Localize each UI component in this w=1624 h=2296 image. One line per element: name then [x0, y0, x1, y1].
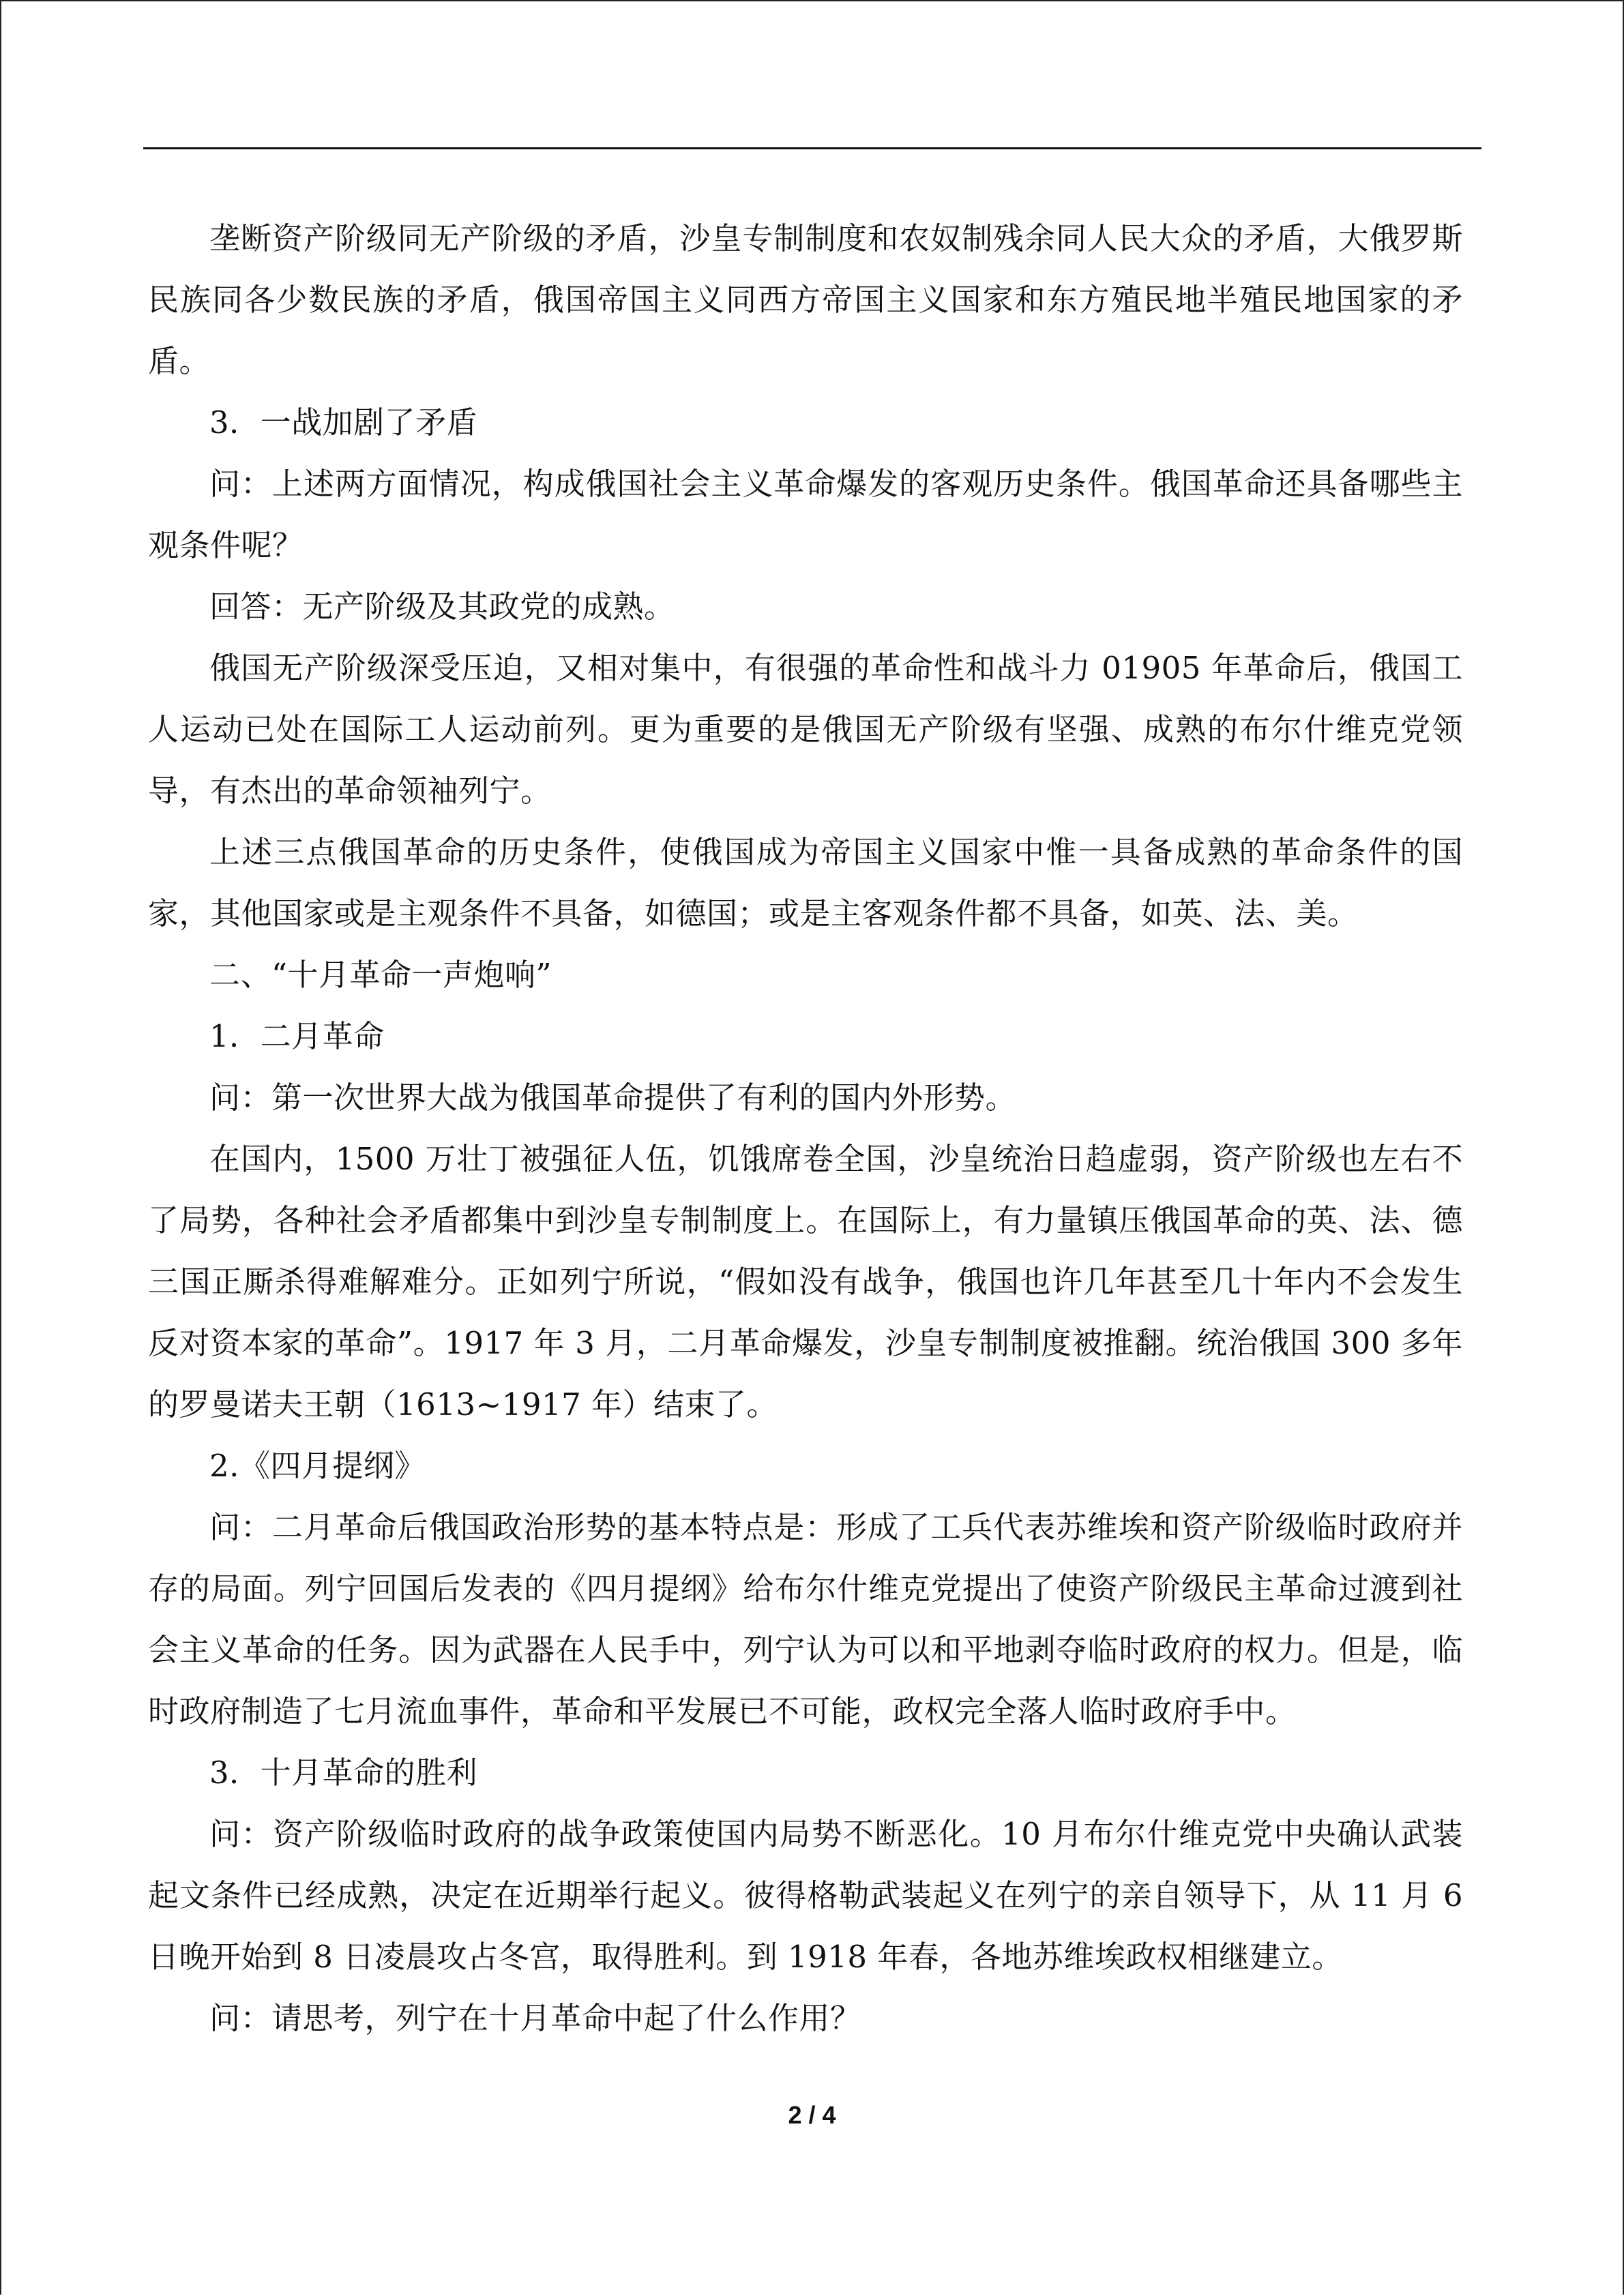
- paragraph-question-lenin: 问：请思考，列宁在十月革命中起了什么作用？: [209, 2000, 861, 2036]
- section-heading-october: 二、“十月革命一声炮响”: [209, 957, 552, 993]
- page-number: 2 / 4: [788, 2101, 836, 2129]
- heading-february-revolution: 1．二月革命: [209, 1018, 385, 1054]
- paragraph-contradictions: 垄断资产阶级同无产阶级的矛盾，沙皇专制制度和农奴制残余同人民大众的矛盾，大俄罗斯民族同各少数民族的矛盾，俄国帝国主义同西方帝国主义国家和东方殖民地半殖民地国家的矛盾。: [148, 220, 1463, 379]
- heading-april-theses: 2.《四月提纲》: [209, 1448, 426, 1484]
- paragraph-conditions-summary: 上述三点俄国革命的历史条件，使俄国成为帝国主义国家中惟一具备成熟的革命条件的国家，其他国家或是主观条件不具备，如德国；或是主客观条件都不具备，如英、法、美。: [148, 834, 1463, 931]
- paragraph-domestic-international: 在国内，1500 万壮丁被强征人伍，饥饿席卷全国，沙皇统治日趋虚弱，资产阶级也左右不了局势，各种社会矛盾都集中到沙皇专制制度上。在国际上，有力量镇压俄国革命的英、法、德三国正厮杀得难解难分。正如列宁所说，“假如没有战争，俄国也许几年甚至几十年内不会发生反对资本家的革命”。1917 年 3 月，二月革命爆发，沙皇专制制度被推翻。统治俄国 300 多年的罗曼诺夫王朝（1613~1917 年）结束了。: [148, 1141, 1463, 1422]
- paragraph-question-subjective: 问：上述两方面情况，构成俄国社会主义革命爆发的客观历史条件。俄国革命还具备哪些主观条件呢？: [148, 466, 1463, 563]
- document-body: [148, 208, 1463, 2049]
- heading-war-intensified: 3．一战加剧了矛盾: [209, 404, 478, 441]
- heading-october-victory: 3．十月革命的胜利: [209, 1755, 478, 1791]
- paragraph-question-war: 问：第一次世界大战为俄国革命提供了有利的国内外形势。: [209, 1079, 1017, 1116]
- paragraph-answer: 回答：无产阶级及其政党的成熟。: [209, 588, 675, 625]
- paragraph-proletariat: 俄国无产阶级深受压迫，又相对集中，有很强的革命性和战斗力 01905 年革命后，俄国工人运动已处在国际工人运动前列。更为重要的是俄国无产阶级有坚强、成熟的布尔什维克党领导，有杰出的革命领袖列宁。: [148, 650, 1463, 809]
- paragraph-october-uprising: 问：资产阶级临时政府的战争政策使国内局势不断恶化。10 月布尔什维克党中央确认武装起文条件已经成熟，决定在近期举行起义。彼得格勒武装起义在列宁的亲自领导下，从 11 月 6 日晚开始到 8 日凌晨攻占冬宫，取得胜利。到 1918 年春，各地苏维埃政权相继建立。: [148, 1816, 1463, 1975]
- paragraph-april-theses: 问：二月革命后俄国政治形势的基本特点是：形成了工兵代表苏维埃和资产阶级临时政府并存的局面。列宁回国后发表的《四月提纲》给布尔什维克党提出了使资产阶级民主革命过渡到社会主义革命的任务。因为武器在人民手中，列宁认为可以和平地剥夺临时政府的权力。但是，临时政府制造了七月流血事件，革命和平发展已不可能，政权完全落人临时政府手中。: [148, 1509, 1463, 1729]
- header-rule: [143, 147, 1481, 149]
